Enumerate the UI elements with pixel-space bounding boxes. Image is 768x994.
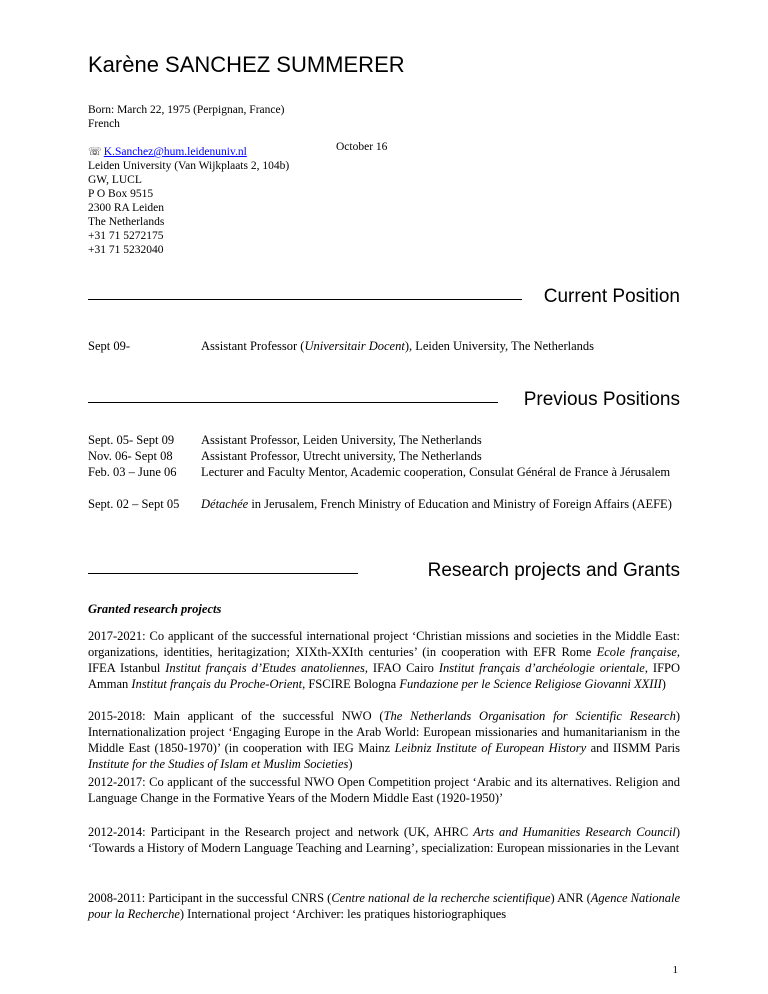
nationality: French — [88, 118, 120, 130]
document-date: October 16 — [336, 141, 388, 153]
position-date: Sept. 02 – Sept 05 — [88, 497, 180, 511]
contact-block — [88, 103, 328, 257]
section-rule — [88, 402, 498, 403]
section-current-position — [88, 282, 680, 308]
section-title: Research projects and Grants — [427, 560, 680, 581]
project-paragraph: 2017-2021: Co applicant of the successful international project ‘Christian missions and societies in the Middle East: organizations, identities, heritagization; XIXth-XXIth centuries’ (in cooperation with EFR Rome Ecole française, IFEA Istanbul Institut français d’Etudes anatoliennes, IFAO Cairo Institut français d’archéologie orientale, IFPO Amman Institut français du Proche-Orient, FSCIRE Bologna Fundazione per le Science Religiose Giovanni XXIII) — [88, 629, 681, 691]
section-previous-positions — [88, 385, 680, 411]
section-title: Current Position — [543, 286, 680, 307]
address-line: Leiden University (Van Wijkplaats 2, 104b) — [88, 160, 290, 172]
position-date: Sept 09- — [88, 339, 131, 353]
phone-number: +31 71 5272175 — [88, 230, 164, 242]
position-date: Feb. 03 – June 06 — [88, 465, 177, 479]
position-text: Assistant Professor, Utrecht university, The Netherlands — [201, 449, 482, 463]
section-title: Previous Positions — [523, 389, 680, 410]
project-paragraph: 2012-2014: Participant in the Research project and network (UK, AHRC Arts and Humanities Research Council) ‘Towards a History of Modern Language Teaching and Learning’, specialization: European missionaries in the Levant — [88, 825, 680, 855]
page-number: 1 — [672, 964, 678, 976]
phone-icon: ☏ — [88, 146, 102, 158]
project-paragraph: 2008-2011: Participant in the successful CNRS (Centre national de la recherche scientifique) ANR (Agence Nationale pour la Recherche) International project ‘Archiver: les pratiques historiographiques — [88, 891, 680, 921]
fax-number: +31 71 5232040 — [88, 244, 164, 256]
position-date: Sept. 05- Sept 09 — [88, 433, 175, 447]
subheading-granted: Granted research projects — [88, 602, 222, 616]
position-text: Assistant Professor, Leiden University, The Netherlands — [201, 433, 482, 447]
birth-info: Born: March 22, 1975 (Perpignan, France) — [88, 104, 285, 116]
position-date: Nov. 06- Sept 08 — [88, 449, 173, 463]
position-text: Assistant Professor (Universitair Docent), Leiden University, The Netherlands — [201, 339, 594, 353]
section-rule — [88, 299, 522, 300]
position-text: Détachée in Jerusalem, French Ministry of Education and Ministry of Foreign Affairs (AEFE) — [201, 497, 672, 511]
section-research-projects — [88, 556, 680, 582]
address-line: The Netherlands — [88, 216, 165, 228]
email-link[interactable]: K.Sanchez@hum.leidenuniv.nl — [103, 146, 247, 158]
section-rule — [88, 573, 358, 574]
cv-name: Karène SANCHEZ SUMMERER — [88, 52, 405, 77]
project-paragraph: 2012-2017: Co applicant of the successful NWO Open Competition project ‘Arabic and its alternatives. Religion and Language Change in the Formative Years of the Modern Middle East (1920-1950)’ — [88, 775, 680, 805]
address-line: P O Box 9515 — [88, 188, 154, 200]
project-paragraph: 2015-2018: Main applicant of the successful NWO (The Netherlands Organisation for Scientific Research) Internationalization project ‘Engaging Europe in the Arab World: European missionaries and humanitarianism in the Middle East (1850-1970)’ (in cooperation with IEG Mainz Leibniz Institute of European History and IISMM Paris Institute for the Studies of Islam et Muslim Societies) — [88, 709, 681, 771]
address-line: GW, LUCL — [88, 174, 142, 186]
address-line: 2300 RA Leiden — [88, 202, 165, 214]
position-text: Lecturer and Faculty Mentor, Academic cooperation, Consulat Général de France à Jérusalem — [201, 465, 671, 479]
